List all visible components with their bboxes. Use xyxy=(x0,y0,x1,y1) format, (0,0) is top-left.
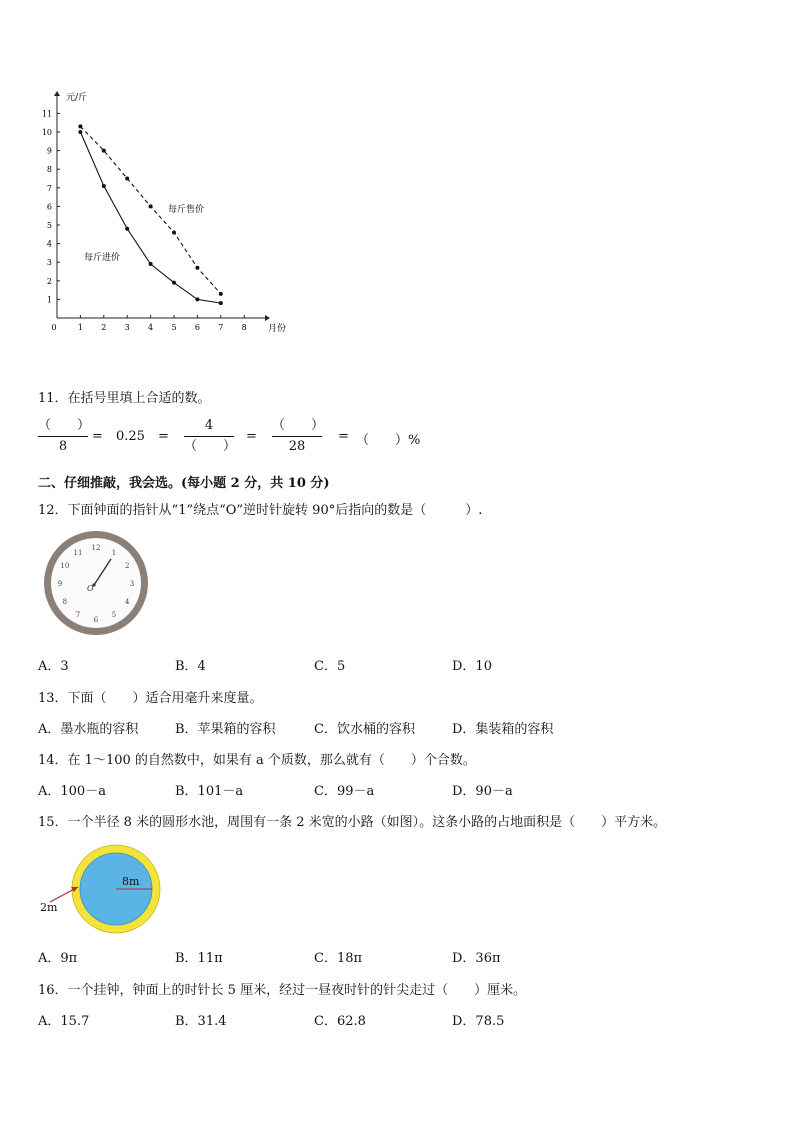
q15-option-d[interactable]: D．36π xyxy=(452,951,501,966)
fraction-1-denominator: 8 xyxy=(58,439,68,454)
fraction-2 xyxy=(184,418,237,455)
clock-number: 9 xyxy=(57,580,63,588)
sale-price-point xyxy=(102,149,106,153)
sale-price-point xyxy=(125,177,129,181)
question-14: 14．在 1～100 的自然数中，如果有 a 个质数，那么就有（ ）个合数。 xyxy=(38,753,476,768)
cost-price-point xyxy=(102,184,106,188)
clock-number: 3 xyxy=(129,580,135,588)
y-tick-label: 6 xyxy=(46,202,52,212)
fraction-bar xyxy=(38,436,88,437)
q16-option-b[interactable]: B．31.4 xyxy=(175,1014,227,1029)
section-2-heading: 二、仔细推敲，我会选。(每小题 2 分，共 10 分) xyxy=(38,476,330,491)
clock-number: 11 xyxy=(73,548,83,557)
y-axis-arrow-icon xyxy=(54,91,60,96)
x-tick-label: 1 xyxy=(77,323,83,332)
q12-option-d[interactable]: D．10 xyxy=(452,659,492,674)
q16-option-d[interactable]: D．78.5 xyxy=(452,1014,505,1029)
y-tick-label: 7 xyxy=(46,183,52,193)
y-axis-label: 元/斤 xyxy=(66,93,88,103)
clock-number: 8 xyxy=(62,598,68,606)
question-15: 15．一个半径 8 米的圆形水池，周围有一条 2 米宽的小路（如图）。这条小路的占地面积是（ ）平方米。 xyxy=(38,815,667,830)
x-tick-label: 7 xyxy=(218,323,224,332)
clock-number: 12 xyxy=(91,544,101,552)
q12-option-c[interactable]: C．5 xyxy=(314,659,346,674)
sale-price-point xyxy=(219,292,223,296)
clock-face xyxy=(42,530,152,638)
x-axis-label: 月份 xyxy=(268,324,287,334)
y-tick-label: 11 xyxy=(41,109,52,119)
cost-price-point xyxy=(195,297,199,301)
x-tick-label: 3 xyxy=(124,323,130,332)
clock-number: 7 xyxy=(75,611,81,620)
q15-option-c[interactable]: C．18π xyxy=(314,951,363,966)
cost-price-point xyxy=(172,281,176,285)
clock-number: 2 xyxy=(124,562,130,570)
fraction-2-numerator: 4 xyxy=(204,418,214,433)
series-label-cost: 每斤进价 xyxy=(84,253,121,263)
fraction-bar xyxy=(272,436,322,437)
q12-option-a[interactable]: A．3 xyxy=(38,659,69,674)
clock-number: 10 xyxy=(60,562,70,570)
fraction-3-numerator[interactable]: （ ） xyxy=(272,418,325,433)
sale-price-point xyxy=(195,266,199,270)
fraction-bar xyxy=(184,436,234,437)
clock-number: 5 xyxy=(111,611,117,620)
series-line-cost-price xyxy=(80,132,220,303)
cost-price-point xyxy=(219,301,223,305)
q14-option-c[interactable]: C．99－a xyxy=(314,784,375,799)
cost-price-point xyxy=(125,227,129,231)
q16-option-c[interactable]: C．62.8 xyxy=(314,1014,366,1029)
y-tick-label: 3 xyxy=(46,258,52,268)
clock-center-label: O xyxy=(87,584,94,593)
x-tick-label: 8 xyxy=(241,323,247,332)
chart-axes xyxy=(54,91,270,321)
width-label: 2m xyxy=(40,901,58,914)
chart-ticks xyxy=(42,109,247,332)
q12-option-b[interactable]: B．4 xyxy=(175,659,206,674)
cost-price-point xyxy=(149,262,153,266)
x-tick-label: 6 xyxy=(194,323,200,332)
x-axis-arrow-icon xyxy=(265,315,270,321)
radius-label: 8m xyxy=(122,875,140,888)
sale-price-point xyxy=(78,124,82,128)
fraction-1-numerator[interactable]: （ ） xyxy=(38,418,91,433)
x-tick-label: 0 xyxy=(51,323,57,332)
q16-option-a[interactable]: A．15.7 xyxy=(38,1014,90,1029)
equals-sign: = xyxy=(158,429,169,444)
y-tick-label: 9 xyxy=(46,146,52,156)
series-label-sale: 每斤售价 xyxy=(168,205,205,215)
fraction-1 xyxy=(38,418,91,455)
cost-price-point xyxy=(78,130,82,134)
equals-sign: = xyxy=(246,429,257,444)
fraction-3-denominator: 28 xyxy=(288,439,306,454)
equals-sign: = xyxy=(338,429,349,444)
q14-option-b[interactable]: B．101－a xyxy=(175,784,244,799)
y-tick-label: 2 xyxy=(46,276,52,286)
q13-option-b[interactable]: B．苹果箱的容积 xyxy=(175,722,276,737)
x-tick-label: 4 xyxy=(148,323,154,332)
q13-option-c[interactable]: C．饮水桶的容积 xyxy=(314,722,415,737)
percent-blank[interactable]: （ ）% xyxy=(356,433,421,448)
equals-sign: = xyxy=(92,429,103,444)
q15-option-b[interactable]: B．11π xyxy=(175,951,223,966)
pool-diagram xyxy=(38,842,162,934)
question-16: 16．一个挂钟，钟面上的时针长 5 厘米，经过一昼夜时针的针尖走过（ ）厘米。 xyxy=(38,983,527,998)
sale-price-point xyxy=(172,230,176,234)
value-0-25: 0.25 xyxy=(116,429,145,444)
q14-option-a[interactable]: A．100－a xyxy=(38,784,106,799)
x-tick-label: 5 xyxy=(171,323,177,332)
question-11: 11．在括号里填上合适的数。 xyxy=(38,391,211,406)
question-13: 13．下面（ ）适合用毫升来度量。 xyxy=(38,691,263,706)
q13-option-d[interactable]: D．集装箱的容积 xyxy=(452,722,554,737)
q14-option-d[interactable]: D．90－a xyxy=(452,784,513,799)
q15-option-a[interactable]: A．9π xyxy=(38,951,78,966)
question-12: 12．下面钟面的指针从“1”绕点“O”逆时针旋转 90°后指向的数是（ ）. xyxy=(38,503,483,518)
y-tick-label: 4 xyxy=(46,239,52,249)
y-tick-label: 5 xyxy=(46,221,52,230)
q13-option-a[interactable]: A．墨水瓶的容积 xyxy=(38,722,139,737)
price-line-chart xyxy=(30,82,300,342)
clock-number: 6 xyxy=(93,616,99,624)
y-tick-label: 8 xyxy=(46,165,52,175)
fraction-2-denominator[interactable]: （ ） xyxy=(184,439,237,454)
clock-number: 4 xyxy=(124,598,130,606)
y-tick-label: 10 xyxy=(41,128,52,137)
fraction-3 xyxy=(272,418,325,455)
y-tick-label: 1 xyxy=(46,295,52,305)
x-tick-label: 2 xyxy=(101,323,107,332)
sale-price-point xyxy=(149,204,153,208)
clock-number: 1 xyxy=(111,548,117,557)
